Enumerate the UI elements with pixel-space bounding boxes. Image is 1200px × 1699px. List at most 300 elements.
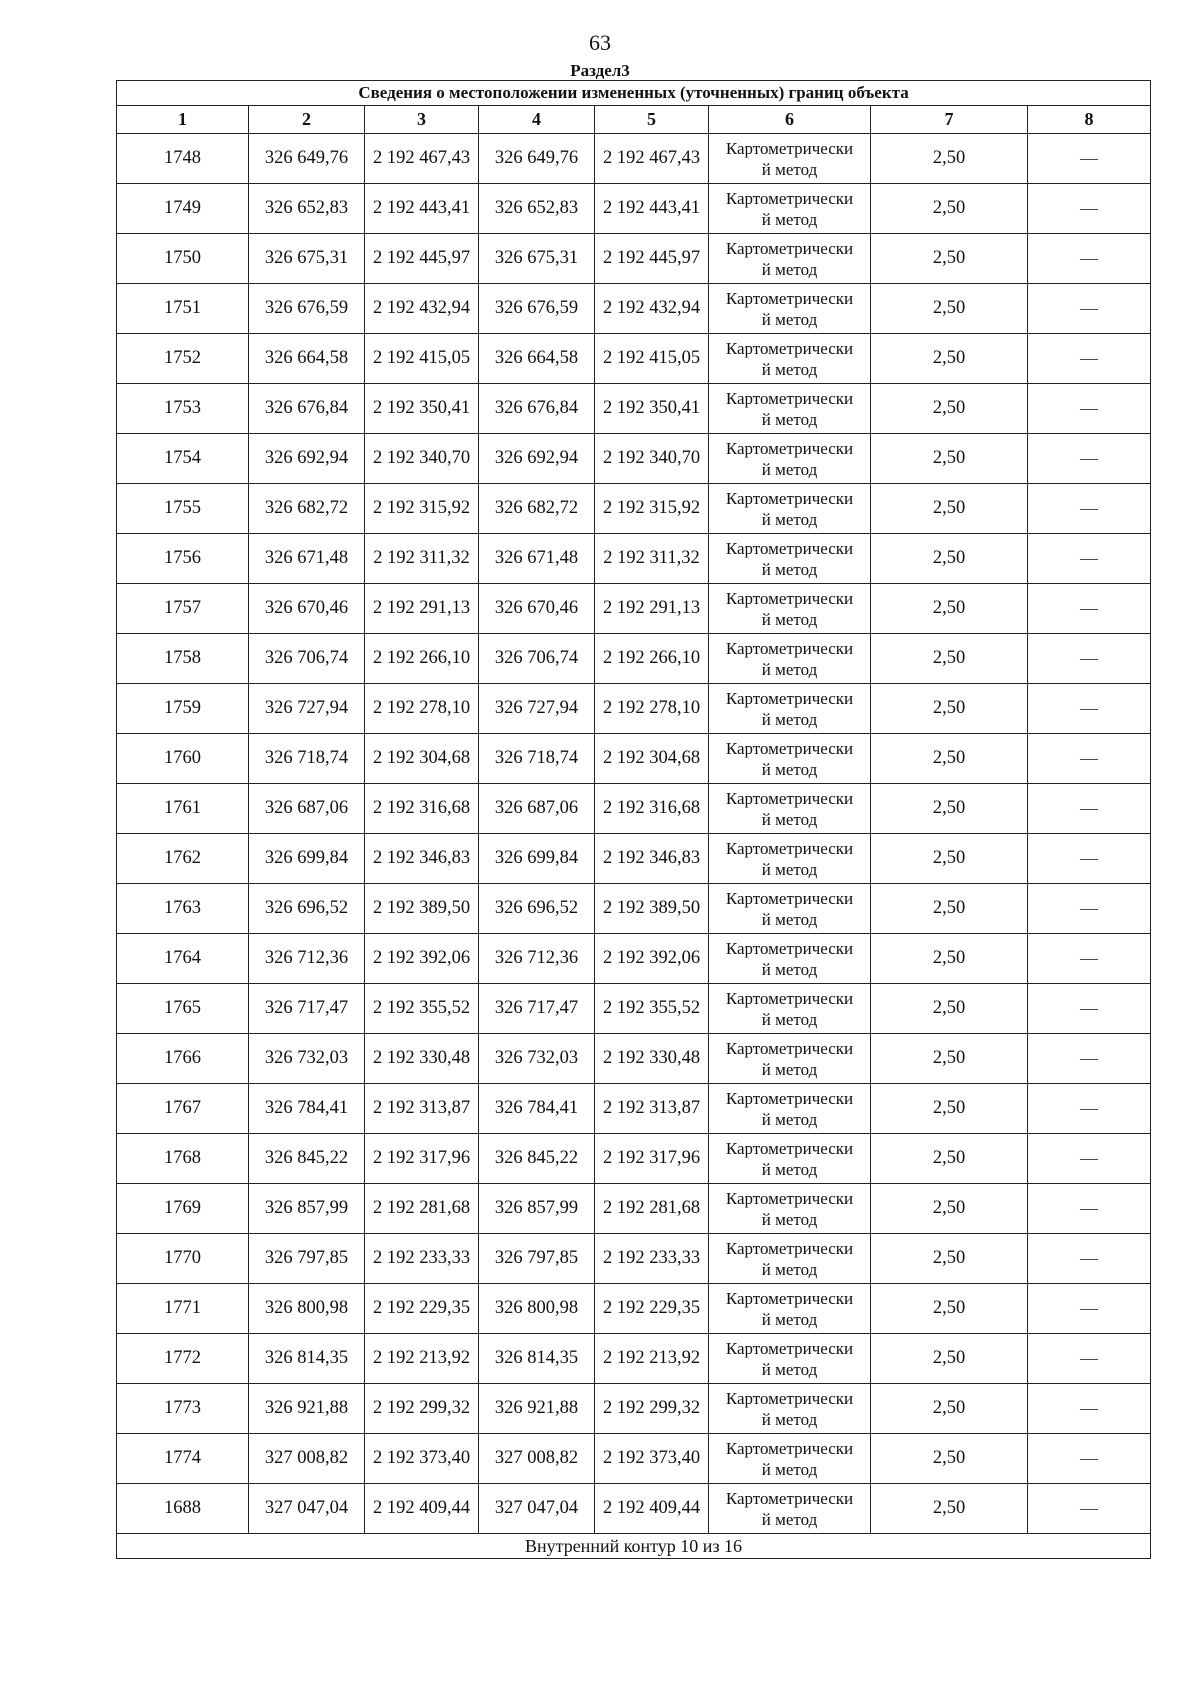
method-text: й метод (761, 1109, 818, 1129)
x-coordinate-existing-cell: 326 857,99 (249, 1184, 365, 1234)
method-text: й метод (761, 759, 818, 779)
table-row (117, 734, 1151, 784)
x-coordinate-new-cell: 326 675,31 (479, 234, 595, 284)
table-footer-row (117, 1534, 1151, 1559)
y-coordinate-new-cell: 2 192 299,32 (595, 1384, 709, 1434)
x-coordinate-existing-cell: 326 670,46 (249, 584, 365, 634)
y-coordinate-existing-cell: 2 192 340,70 (365, 434, 479, 484)
y-coordinate-existing-cell: 2 192 389,50 (365, 884, 479, 934)
x-coordinate-new-cell: 326 921,88 (479, 1384, 595, 1434)
note-cell: — (1028, 884, 1151, 934)
accuracy-cell: 2,50 (871, 1134, 1028, 1184)
point-number-cell: 1771 (117, 1284, 249, 1334)
method-text: й метод (761, 509, 818, 529)
x-coordinate-existing-cell: 326 784,41 (249, 1084, 365, 1134)
method-cell (709, 184, 871, 234)
x-coordinate-existing-cell: 326 676,59 (249, 284, 365, 334)
note-cell: — (1028, 984, 1151, 1034)
method-text: й метод (761, 959, 818, 979)
accuracy-cell: 2,50 (871, 834, 1028, 884)
point-number-cell: 1762 (117, 834, 249, 884)
column-header: 6 (709, 106, 871, 134)
method-cell (709, 234, 871, 284)
x-coordinate-existing-cell: 326 675,31 (249, 234, 365, 284)
x-coordinate-existing-cell: 326 692,94 (249, 434, 365, 484)
accuracy-cell: 2,50 (871, 984, 1028, 1034)
method-text: й метод (761, 1409, 818, 1429)
page-number: 63 (589, 30, 611, 55)
point-number-cell: 1755 (117, 484, 249, 534)
accuracy-cell: 2,50 (871, 434, 1028, 484)
method-cell (709, 334, 871, 384)
point-number-cell: 1761 (117, 784, 249, 834)
point-number-cell: 1750 (117, 234, 249, 284)
point-number-cell: 1774 (117, 1434, 249, 1484)
method-text: Картометрически (725, 1438, 854, 1458)
x-coordinate-new-cell: 327 008,82 (479, 1434, 595, 1484)
method-text: й метод (761, 259, 818, 279)
accuracy-cell: 2,50 (871, 384, 1028, 434)
table-row (117, 584, 1151, 634)
note-cell: — (1028, 1334, 1151, 1384)
method-cell (709, 1184, 871, 1234)
y-coordinate-existing-cell: 2 192 313,87 (365, 1084, 479, 1134)
y-coordinate-new-cell: 2 192 432,94 (595, 284, 709, 334)
x-coordinate-existing-cell: 326 649,76 (249, 134, 365, 184)
x-coordinate-new-cell: 326 717,47 (479, 984, 595, 1034)
accuracy-cell: 2,50 (871, 184, 1028, 234)
table-row (117, 834, 1151, 884)
method-text: Картометрически (725, 388, 854, 408)
accuracy-cell: 2,50 (871, 1184, 1028, 1234)
y-coordinate-new-cell: 2 192 389,50 (595, 884, 709, 934)
method-text: й метод (761, 1259, 818, 1279)
table-row (117, 1434, 1151, 1484)
y-coordinate-existing-cell: 2 192 266,10 (365, 634, 479, 684)
table-row (117, 1184, 1151, 1234)
column-header: 4 (479, 106, 595, 134)
table-row (117, 984, 1151, 1034)
point-number-cell: 1752 (117, 334, 249, 384)
y-coordinate-existing-cell: 2 192 229,35 (365, 1284, 479, 1334)
method-cell (709, 1234, 871, 1284)
x-coordinate-existing-cell: 326 687,06 (249, 784, 365, 834)
table-row (117, 684, 1151, 734)
table-row (117, 1384, 1151, 1434)
accuracy-cell: 2,50 (871, 1084, 1028, 1134)
y-coordinate-existing-cell: 2 192 445,97 (365, 234, 479, 284)
method-text: Картометрически (725, 238, 854, 258)
x-coordinate-existing-cell: 326 712,36 (249, 934, 365, 984)
method-text: й метод (761, 659, 818, 679)
x-coordinate-new-cell: 326 845,22 (479, 1134, 595, 1184)
table-row (117, 134, 1151, 184)
x-coordinate-existing-cell: 327 008,82 (249, 1434, 365, 1484)
method-text: Картометрически (725, 1338, 854, 1358)
section-title: Раздел3 (570, 61, 630, 80)
y-coordinate-new-cell: 2 192 317,96 (595, 1134, 709, 1184)
table-row (117, 284, 1151, 334)
note-cell: — (1028, 134, 1151, 184)
method-cell (709, 884, 871, 934)
method-text: Картометрически (725, 1188, 854, 1208)
y-coordinate-new-cell: 2 192 281,68 (595, 1184, 709, 1234)
note-cell: — (1028, 684, 1151, 734)
method-cell (709, 134, 871, 184)
y-coordinate-existing-cell: 2 192 304,68 (365, 734, 479, 784)
method-cell (709, 284, 871, 334)
x-coordinate-new-cell: 326 797,85 (479, 1234, 595, 1284)
note-cell: — (1028, 584, 1151, 634)
point-number-cell: 1770 (117, 1234, 249, 1284)
method-text: Картометрически (725, 838, 854, 858)
table-row (117, 384, 1151, 434)
accuracy-cell: 2,50 (871, 734, 1028, 784)
y-coordinate-new-cell: 2 192 392,06 (595, 934, 709, 984)
accuracy-cell: 2,50 (871, 1234, 1028, 1284)
method-text: й метод (761, 1359, 818, 1379)
x-coordinate-new-cell: 326 676,59 (479, 284, 595, 334)
method-text: Картометрически (725, 1288, 854, 1308)
x-coordinate-new-cell: 326 718,74 (479, 734, 595, 784)
x-coordinate-new-cell: 326 800,98 (479, 1284, 595, 1334)
column-header: 1 (117, 106, 249, 134)
point-number-cell: 1748 (117, 134, 249, 184)
method-text: й метод (761, 609, 818, 629)
note-cell: — (1028, 834, 1151, 884)
method-cell (709, 584, 871, 634)
method-text: Картометрически (725, 988, 854, 1008)
method-text: й метод (761, 359, 818, 379)
note-cell: — (1028, 534, 1151, 584)
method-text: й метод (761, 309, 818, 329)
method-text: Картометрически (725, 188, 854, 208)
method-cell (709, 434, 871, 484)
method-cell (709, 1284, 871, 1334)
x-coordinate-existing-cell: 326 706,74 (249, 634, 365, 684)
y-coordinate-existing-cell: 2 192 299,32 (365, 1384, 479, 1434)
y-coordinate-new-cell: 2 192 346,83 (595, 834, 709, 884)
table-caption-row (117, 81, 1151, 106)
accuracy-cell: 2,50 (871, 684, 1028, 734)
method-text: Картометрически (725, 788, 854, 808)
table-row (117, 1334, 1151, 1384)
point-number-cell: 1759 (117, 684, 249, 734)
y-coordinate-existing-cell: 2 192 213,92 (365, 1334, 479, 1384)
accuracy-cell: 2,50 (871, 234, 1028, 284)
y-coordinate-new-cell: 2 192 350,41 (595, 384, 709, 434)
x-coordinate-new-cell: 326 784,41 (479, 1084, 595, 1134)
method-text: й метод (761, 409, 818, 429)
method-text: Картометрически (725, 438, 854, 458)
method-text: Картометрически (725, 1088, 854, 1108)
accuracy-cell: 2,50 (871, 534, 1028, 584)
y-coordinate-existing-cell: 2 192 278,10 (365, 684, 479, 734)
y-coordinate-new-cell: 2 192 313,87 (595, 1084, 709, 1134)
y-coordinate-new-cell: 2 192 315,92 (595, 484, 709, 534)
note-cell: — (1028, 484, 1151, 534)
method-text: й метод (761, 859, 818, 879)
accuracy-cell: 2,50 (871, 484, 1028, 534)
x-coordinate-existing-cell: 327 047,04 (249, 1484, 365, 1534)
method-cell (709, 634, 871, 684)
method-cell (709, 1384, 871, 1434)
column-header: 2 (249, 106, 365, 134)
x-coordinate-existing-cell: 326 727,94 (249, 684, 365, 734)
table-row (117, 884, 1151, 934)
x-coordinate-new-cell: 326 652,83 (479, 184, 595, 234)
method-text: й метод (761, 709, 818, 729)
method-text: й метод (761, 1309, 818, 1329)
accuracy-cell: 2,50 (871, 634, 1028, 684)
table-row (117, 634, 1151, 684)
method-text: Картометрически (725, 538, 854, 558)
method-text: й метод (761, 459, 818, 479)
y-coordinate-new-cell: 2 192 443,41 (595, 184, 709, 234)
method-cell (709, 734, 871, 784)
column-header: 5 (595, 106, 709, 134)
x-coordinate-existing-cell: 326 676,84 (249, 384, 365, 434)
method-cell (709, 1484, 871, 1534)
accuracy-cell: 2,50 (871, 1334, 1028, 1384)
x-coordinate-new-cell: 326 814,35 (479, 1334, 595, 1384)
method-cell (709, 1434, 871, 1484)
method-text: Картометрически (725, 488, 854, 508)
method-cell (709, 1334, 871, 1384)
method-text: Картометрически (725, 1238, 854, 1258)
note-cell: — (1028, 384, 1151, 434)
y-coordinate-existing-cell: 2 192 355,52 (365, 984, 479, 1034)
table-row (117, 434, 1151, 484)
table-row (117, 934, 1151, 984)
point-number-cell: 1765 (117, 984, 249, 1034)
y-coordinate-existing-cell: 2 192 415,05 (365, 334, 479, 384)
y-coordinate-new-cell: 2 192 291,13 (595, 584, 709, 634)
point-number-cell: 1769 (117, 1184, 249, 1234)
point-number-cell: 1758 (117, 634, 249, 684)
method-text: й метод (761, 909, 818, 929)
x-coordinate-new-cell: 326 676,84 (479, 384, 595, 434)
method-cell (709, 784, 871, 834)
note-cell: — (1028, 1084, 1151, 1134)
note-cell: — (1028, 1234, 1151, 1284)
method-text: Картометрически (725, 288, 854, 308)
note-cell: — (1028, 784, 1151, 834)
note-cell: — (1028, 934, 1151, 984)
method-text: Картометрически (725, 888, 854, 908)
method-text: й метод (761, 1059, 818, 1079)
accuracy-cell: 2,50 (871, 284, 1028, 334)
method-text: й метод (761, 1509, 818, 1529)
method-text: Картометрически (725, 1138, 854, 1158)
x-coordinate-existing-cell: 326 797,85 (249, 1234, 365, 1284)
y-coordinate-existing-cell: 2 192 346,83 (365, 834, 479, 884)
y-coordinate-existing-cell: 2 192 233,33 (365, 1234, 479, 1284)
table-row (117, 484, 1151, 534)
method-cell (709, 384, 871, 434)
column-header: 3 (365, 106, 479, 134)
x-coordinate-new-cell: 326 732,03 (479, 1034, 595, 1084)
method-cell (709, 834, 871, 884)
accuracy-cell: 2,50 (871, 584, 1028, 634)
accuracy-cell: 2,50 (871, 1434, 1028, 1484)
method-text: Картометрически (725, 1488, 854, 1508)
y-coordinate-existing-cell: 2 192 373,40 (365, 1434, 479, 1484)
y-coordinate-existing-cell: 2 192 281,68 (365, 1184, 479, 1234)
accuracy-cell: 2,50 (871, 934, 1028, 984)
y-coordinate-new-cell: 2 192 316,68 (595, 784, 709, 834)
y-coordinate-existing-cell: 2 192 432,94 (365, 284, 479, 334)
point-number-cell: 1764 (117, 934, 249, 984)
x-coordinate-new-cell: 326 727,94 (479, 684, 595, 734)
boundary-coordinates-table (116, 80, 1151, 1559)
y-coordinate-existing-cell: 2 192 350,41 (365, 384, 479, 434)
table-row (117, 184, 1151, 234)
method-text: Картометрически (725, 138, 854, 158)
y-coordinate-new-cell: 2 192 213,92 (595, 1334, 709, 1384)
y-coordinate-existing-cell: 2 192 291,13 (365, 584, 479, 634)
y-coordinate-existing-cell: 2 192 317,96 (365, 1134, 479, 1184)
method-text: Картометрически (725, 688, 854, 708)
x-coordinate-existing-cell: 326 814,35 (249, 1334, 365, 1384)
table-row (117, 534, 1151, 584)
y-coordinate-new-cell: 2 192 330,48 (595, 1034, 709, 1084)
x-coordinate-new-cell: 326 857,99 (479, 1184, 595, 1234)
point-number-cell: 1773 (117, 1384, 249, 1434)
x-coordinate-new-cell: 327 047,04 (479, 1484, 595, 1534)
y-coordinate-existing-cell: 2 192 330,48 (365, 1034, 479, 1084)
x-coordinate-existing-cell: 326 699,84 (249, 834, 365, 884)
point-number-cell: 1767 (117, 1084, 249, 1134)
note-cell: — (1028, 1384, 1151, 1434)
table-row (117, 1284, 1151, 1334)
accuracy-cell: 2,50 (871, 1284, 1028, 1334)
method-text: й метод (761, 559, 818, 579)
x-coordinate-new-cell: 326 712,36 (479, 934, 595, 984)
note-cell: — (1028, 434, 1151, 484)
method-cell (709, 1034, 871, 1084)
column-header-row (117, 106, 1151, 134)
point-number-cell: 1757 (117, 584, 249, 634)
note-cell: — (1028, 234, 1151, 284)
point-number-cell: 1772 (117, 1334, 249, 1384)
y-coordinate-new-cell: 2 192 355,52 (595, 984, 709, 1034)
note-cell: — (1028, 1434, 1151, 1484)
method-text: Картометрически (725, 338, 854, 358)
x-coordinate-existing-cell: 326 717,47 (249, 984, 365, 1034)
x-coordinate-existing-cell: 326 664,58 (249, 334, 365, 384)
y-coordinate-new-cell: 2 192 409,44 (595, 1484, 709, 1534)
x-coordinate-new-cell: 326 649,76 (479, 134, 595, 184)
y-coordinate-new-cell: 2 192 340,70 (595, 434, 709, 484)
x-coordinate-existing-cell: 326 800,98 (249, 1284, 365, 1334)
x-coordinate-new-cell: 326 682,72 (479, 484, 595, 534)
table-row (117, 1134, 1151, 1184)
x-coordinate-new-cell: 326 692,94 (479, 434, 595, 484)
accuracy-cell: 2,50 (871, 1034, 1028, 1084)
note-cell: — (1028, 734, 1151, 784)
note-cell: — (1028, 1484, 1151, 1534)
method-cell (709, 534, 871, 584)
point-number-cell: 1756 (117, 534, 249, 584)
note-cell: — (1028, 1134, 1151, 1184)
point-number-cell: 1688 (117, 1484, 249, 1534)
y-coordinate-existing-cell: 2 192 467,43 (365, 134, 479, 184)
point-number-cell: 1766 (117, 1034, 249, 1084)
x-coordinate-existing-cell: 326 732,03 (249, 1034, 365, 1084)
method-text: й метод (761, 209, 818, 229)
y-coordinate-new-cell: 2 192 266,10 (595, 634, 709, 684)
note-cell: — (1028, 334, 1151, 384)
y-coordinate-new-cell: 2 192 415,05 (595, 334, 709, 384)
x-coordinate-existing-cell: 326 652,83 (249, 184, 365, 234)
method-text: Картометрически (725, 1388, 854, 1408)
x-coordinate-existing-cell: 326 921,88 (249, 1384, 365, 1434)
y-coordinate-new-cell: 2 192 229,35 (595, 1284, 709, 1334)
table-caption: Сведения о местоположении измененных (уточненных) границ объекта (117, 81, 1151, 106)
note-cell: — (1028, 284, 1151, 334)
method-cell (709, 1084, 871, 1134)
column-header: 7 (871, 106, 1028, 134)
x-coordinate-existing-cell: 326 718,74 (249, 734, 365, 784)
x-coordinate-new-cell: 326 670,46 (479, 584, 595, 634)
y-coordinate-existing-cell: 2 192 443,41 (365, 184, 479, 234)
y-coordinate-existing-cell: 2 192 311,32 (365, 534, 479, 584)
method-text: Картометрически (725, 938, 854, 958)
method-text: й метод (761, 159, 818, 179)
table-row (117, 234, 1151, 284)
method-text: й метод (761, 809, 818, 829)
method-cell (709, 1134, 871, 1184)
x-coordinate-new-cell: 326 699,84 (479, 834, 595, 884)
point-number-cell: 1760 (117, 734, 249, 784)
y-coordinate-existing-cell: 2 192 315,92 (365, 484, 479, 534)
method-text: Картометрически (725, 588, 854, 608)
x-coordinate-new-cell: 326 664,58 (479, 334, 595, 384)
accuracy-cell: 2,50 (871, 134, 1028, 184)
note-cell: — (1028, 1184, 1151, 1234)
x-coordinate-existing-cell: 326 671,48 (249, 534, 365, 584)
method-text: Картометрически (725, 1038, 854, 1058)
x-coordinate-existing-cell: 326 696,52 (249, 884, 365, 934)
point-number-cell: 1753 (117, 384, 249, 434)
method-cell (709, 484, 871, 534)
y-coordinate-new-cell: 2 192 278,10 (595, 684, 709, 734)
y-coordinate-new-cell: 2 192 373,40 (595, 1434, 709, 1484)
table-row (117, 1034, 1151, 1084)
y-coordinate-new-cell: 2 192 311,32 (595, 534, 709, 584)
method-cell (709, 934, 871, 984)
x-coordinate-new-cell: 326 706,74 (479, 634, 595, 684)
method-cell (709, 984, 871, 1034)
point-number-cell: 1749 (117, 184, 249, 234)
x-coordinate-new-cell: 326 671,48 (479, 534, 595, 584)
accuracy-cell: 2,50 (871, 1384, 1028, 1434)
x-coordinate-new-cell: 326 696,52 (479, 884, 595, 934)
x-coordinate-existing-cell: 326 682,72 (249, 484, 365, 534)
point-number-cell: 1754 (117, 434, 249, 484)
method-text: Картометрически (725, 738, 854, 758)
x-coordinate-existing-cell: 326 845,22 (249, 1134, 365, 1184)
method-text: Картометрически (725, 638, 854, 658)
method-text: й метод (761, 1159, 818, 1179)
method-text: й метод (761, 1209, 818, 1229)
note-cell: — (1028, 634, 1151, 684)
point-number-cell: 1768 (117, 1134, 249, 1184)
y-coordinate-new-cell: 2 192 467,43 (595, 134, 709, 184)
y-coordinate-new-cell: 2 192 233,33 (595, 1234, 709, 1284)
table-row (117, 1084, 1151, 1134)
